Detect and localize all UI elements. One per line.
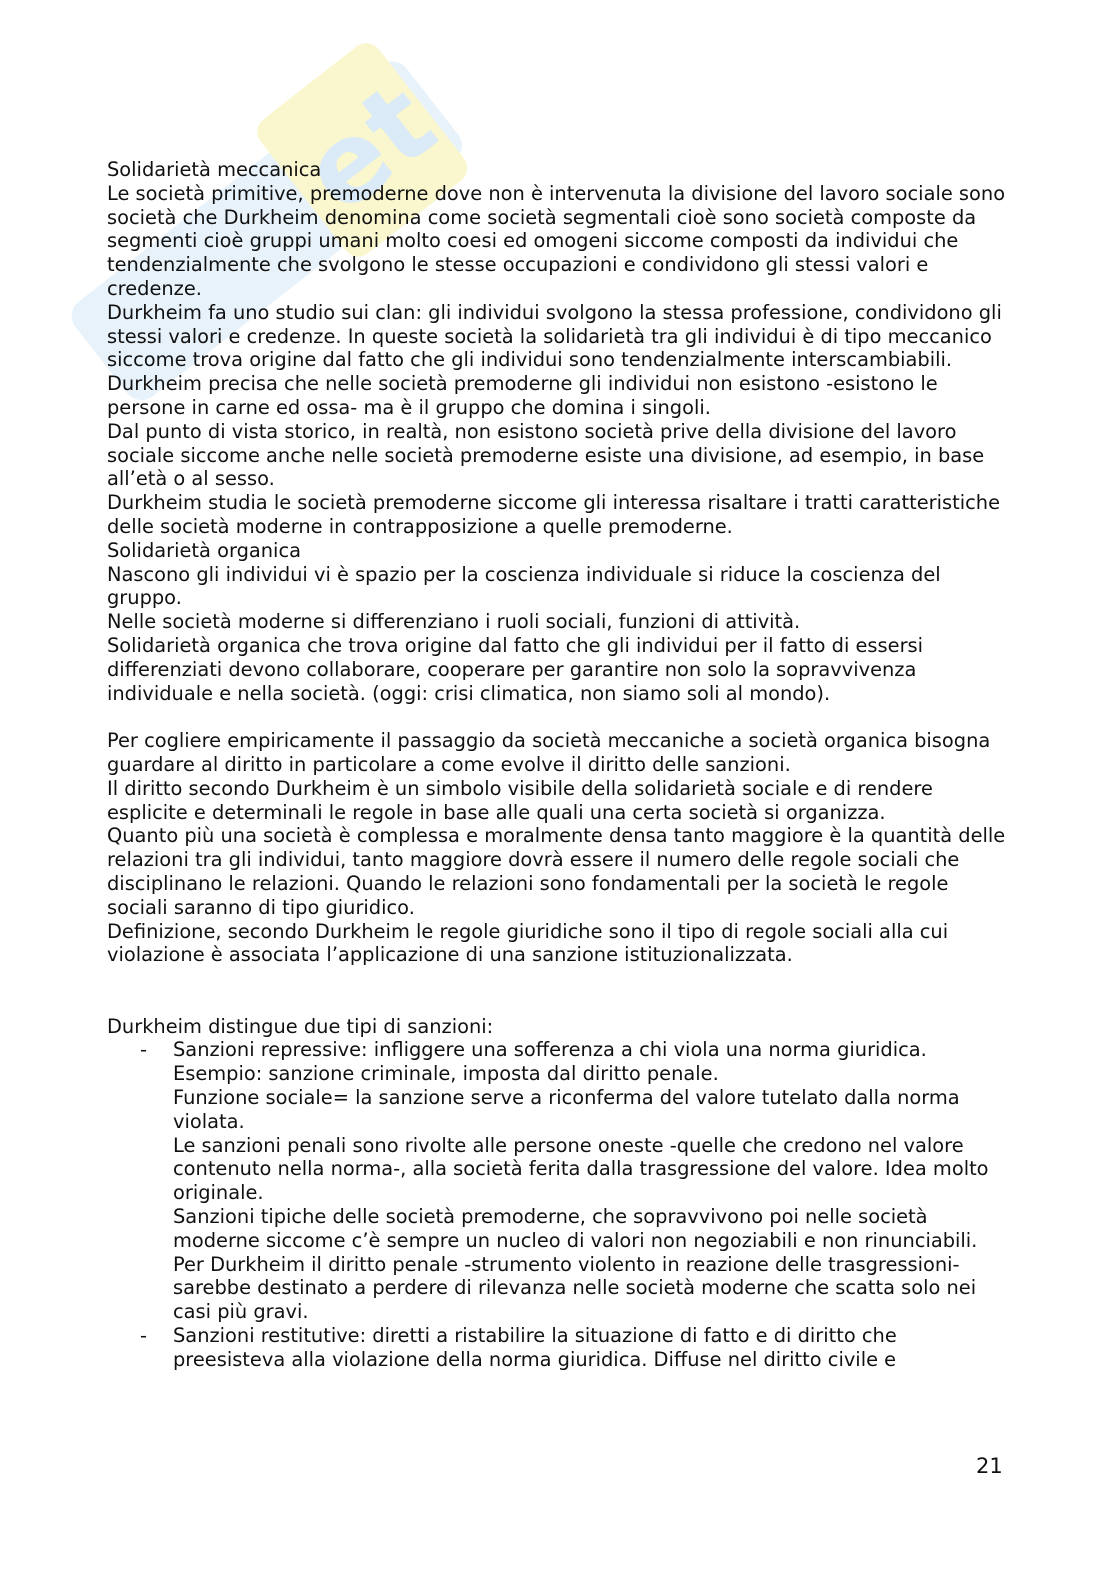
list-line: Sanzioni tipiche delle società premoderne, che sopravvivono poi nelle società moderne siccome c’è sempre un nucleo di valori non negoziabili e non rinunciabili. (173, 1205, 978, 1252)
paragraph: Nelle società moderne si differenziano i ruoli sociali, funzioni di attività. (107, 610, 801, 634)
list-line: Per Durkheim il diritto penale -strumento violento in reazione delle trasgressioni- sarebbe destinato a perdere di rilevanza nelle società moderne che scatta solo nei casi più gravi. (173, 1252, 977, 1324)
paragraph: Solidarietà organica che trova origine dal fatto che gli individui per il fatto di essersi differenziati devono collaborare, cooperare per garantire non solo la sopravvivenza individuale e nella società. (oggi: crisi climatica, non siamo soli al mondo). (107, 633, 924, 705)
list-line: Funzione sociale= la sanzione serve a riconferma del valore tutelato dalla norma violata. (173, 1086, 960, 1133)
paragraph: Durkheim precisa che nelle società premoderne gli individui non esistono -esistono le persone in carne ed ossa- ma è il gruppo che domina i singoli. (107, 372, 938, 419)
paragraph: Le società primitive, premoderne dove non è intervenuta la divisione del lavoro sociale sono società che Durkheim denomina come società segmentali cioè sono società composte da segmenti cioè gruppi umani molto coesi ed omogeni siccome composti da individui che tendenzialmente che svolgono le stesse occupazioni e condividono gli stessi valori e credenze. (107, 181, 1006, 300)
paragraph: Dal punto di vista storico, in realtà, non esistono società prive della divisione del lavoro sociale siccome anche nelle società premoderne esiste una divisione, ad esempio, in base all’età o al sesso. (107, 419, 985, 491)
document-body (107, 158, 1012, 1372)
paragraph: Definizione, secondo Durkheim le regole giuridiche sono il tipo di regole sociali alla cui violazione è associata l’applicazione di una sanzione istituzionalizzata. (107, 919, 949, 967)
heading-solidarieta-meccanica: Solidarietà meccanica (107, 158, 322, 181)
list-item (107, 1038, 1012, 1324)
list-line: Sanzioni repressive: infliggere una sofferenza a chi viola una norma giuridica. (173, 1038, 927, 1062)
list-line: Esempio: sanzione criminale, imposta dal diritto penale. (173, 1062, 719, 1086)
list-item (107, 1324, 1012, 1372)
list-dash: - (140, 1038, 147, 1062)
watermark-text: et (279, 57, 459, 237)
paragraph: Per cogliere empiricamente il passaggio da società meccaniche a società organica bisogna guardare al diritto in particolare a come evolve il diritto delle sanzioni. (107, 729, 991, 776)
list-dash: - (140, 1324, 147, 1348)
spacer (107, 967, 1012, 1015)
page-number: 21 (976, 1454, 1003, 1478)
paragraph: Durkheim fa uno studio sui clan: gli individui svolgono la stessa professione, condividono gli stessi valori e credenze. In queste società la solidarietà tra gli individui è di tipo meccanico siccome trova origine dal fatto che gli individui sono tendenzialmente interscambiabili. (107, 300, 1002, 372)
paragraph: Il diritto secondo Durkheim è un simbolo visibile della solidarietà sociale e di rendere esplicite e determinali le regole in base alle quali una certa società si organizza. (107, 776, 933, 824)
list-line: Sanzioni restitutive: diretti a ristabilire la situazione di fatto e di diritto che preesisteva alla violazione della norma giuridica. Diffuse nel diritto civile e (173, 1324, 897, 1371)
paragraph: Nascono gli individui vi è spazio per la coscienza individuale si riduce la coscienza del gruppo. (107, 562, 941, 610)
list-line: Le sanzioni penali sono rivolte alle persone oneste -quelle che credono nel valore contenuto nella norma-, alla società ferita dalla trasgressione del valore. Idea molto originale. (173, 1133, 989, 1205)
paragraph: Durkheim studia le società premoderne siccome gli interessa risaltare i tratti caratteristiche delle società moderne in contrapposizione a quelle premoderne. (107, 491, 1001, 538)
heading-solidarieta-organica: Solidarietà organica (107, 538, 301, 562)
paragraph: Quanto più una società è complessa e moralmente densa tanto maggiore è la quantità delle relazioni tra gli individui, tanto maggiore dovrà essere il numero delle regole sociali che disciplinano le relazioni. Quando le relazioni sono fondamentali per la società le regole sociali saranno di tipo giuridico. (107, 824, 1006, 919)
spacer (107, 705, 1012, 729)
sanctions-intro: Durkheim distingue due tipi di sanzioni: (107, 1014, 494, 1038)
